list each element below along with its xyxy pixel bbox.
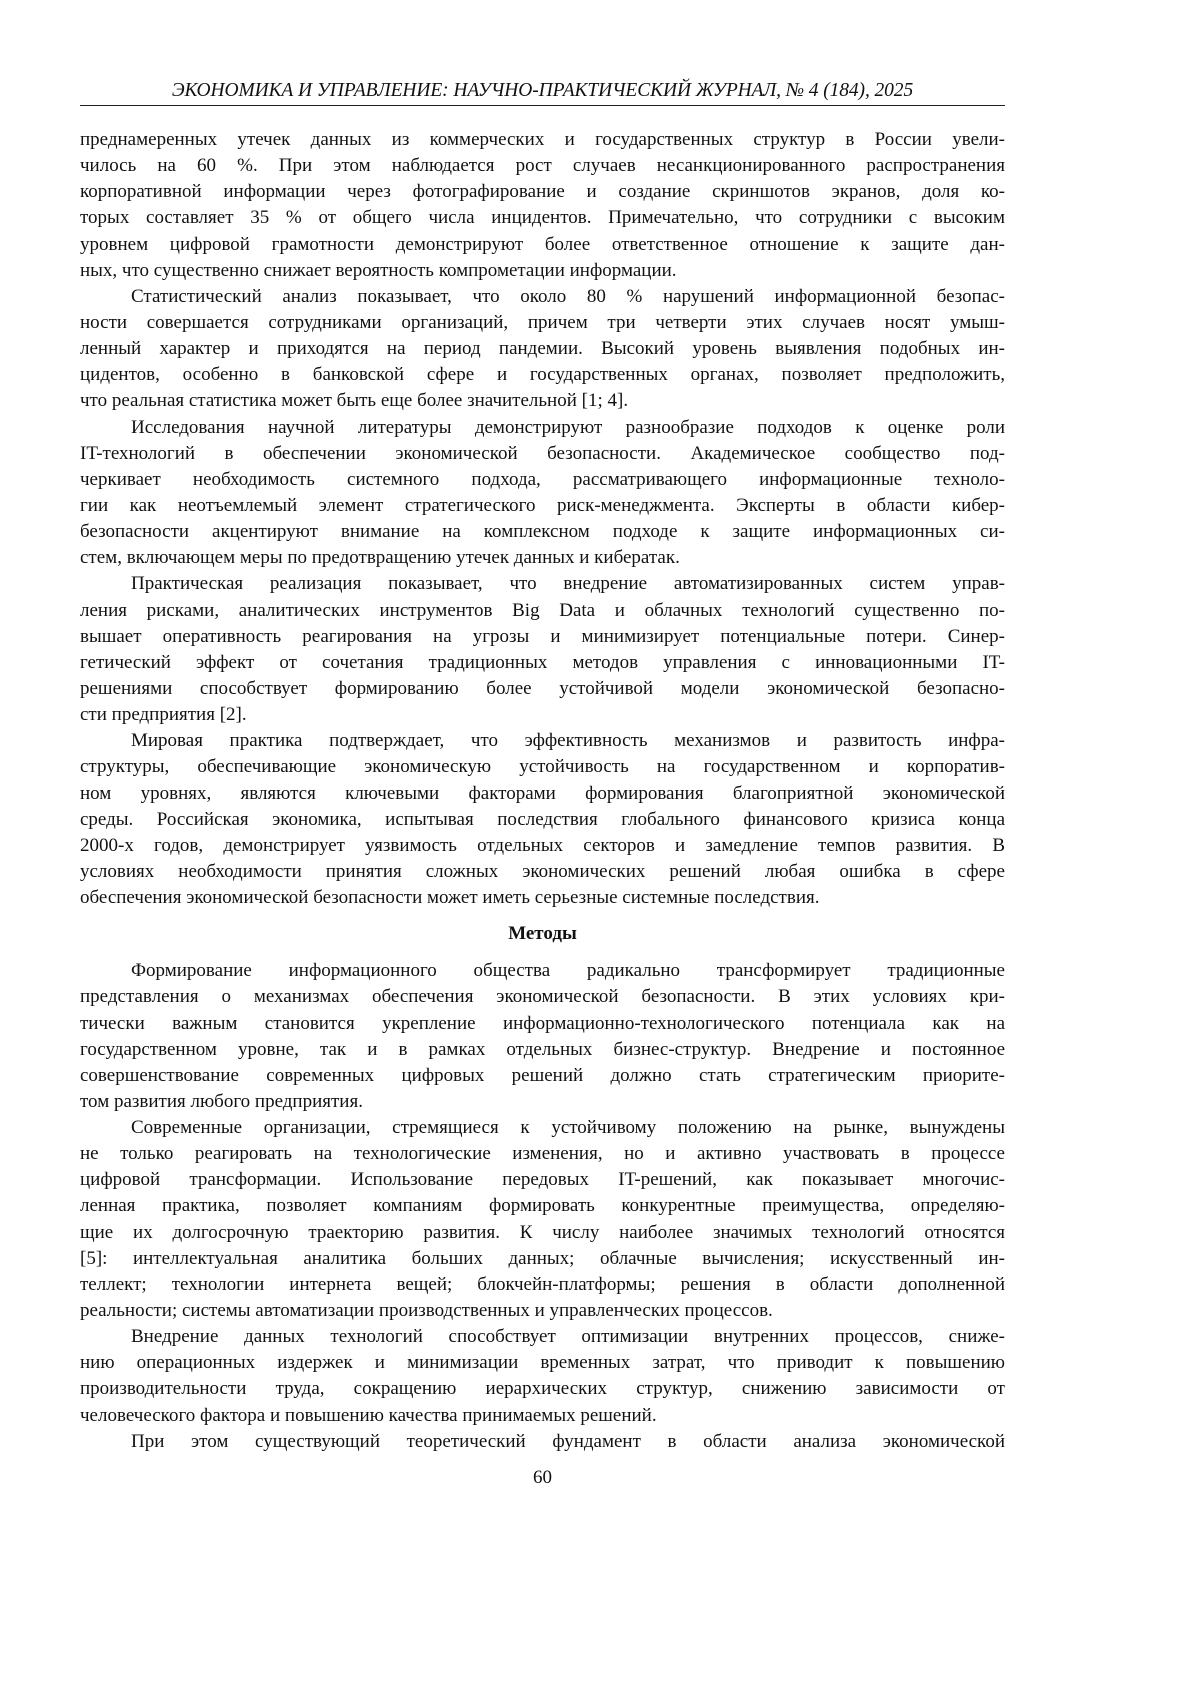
text-line: чилось на 60 %. При этом наблюдается рост случаев несанкционированного распространения [80, 155, 1005, 177]
text-line: черкивает необходимость системного подхода, рассматривающего информационные техноло- [80, 468, 1005, 490]
paragraph [80, 1324, 1005, 1429]
paragraph [80, 284, 1005, 415]
paragraph [80, 415, 1005, 572]
text-line: совершенствование современных цифровых решений должно стать стратегическим приорите- [80, 1064, 1005, 1086]
text-line: производительности труда, сокращению иерархических структур, снижению зависимости от [80, 1378, 1005, 1400]
text-line: Современные организации, стремящиеся к устойчивому положению на рынке, вынуждены [131, 1117, 1005, 1139]
text-line: торых составляет 35 % от общего числа инцидентов. Примечательно, что сотрудники с высоким [80, 207, 1005, 229]
text-line: государственном уровне, так и в рамках отдельных бизнес-структур. Внедрение и постоянное [80, 1038, 1005, 1060]
paragraph [80, 1115, 1005, 1324]
text-line: При этом существующий теоретический фундамент в области анализа экономической [131, 1430, 1005, 1452]
text-line: Формирование информационного общества радикально трансформирует традиционные [131, 960, 1005, 982]
text-line: ном уровнях, являются ключевыми факторами формирования благоприятной экономической [80, 782, 1005, 804]
text-line: щие их долгосрочную траекторию развития. К числу наиболее значимых технологий относятся [80, 1221, 1005, 1243]
text-line: представления о механизмах обеспечения экономической безопасности. В этих условиях кри- [80, 986, 1005, 1008]
text-line: сти предприятия [2]. [80, 704, 247, 726]
paragraph [80, 571, 1005, 728]
text-line: ных, что существенно снижает вероятность компрометации информации. [80, 259, 677, 281]
text-line: IT-технологий в обеспечении экономической безопасности. Академическое сообщество под- [80, 442, 1005, 464]
text-line: гетический эффект от сочетания традиционных методов управления с инновационными IT- [80, 651, 1005, 673]
text-line: Исследования научной литературы демонстрируют разнообразие подходов к оценке роли [131, 416, 1005, 438]
text-line: уровнем цифровой грамотности демонстрируют более ответственное отношение к защите дан- [80, 233, 1005, 255]
text-line: 2000-х годов, демонстрирует уязвимость отдельных секторов и замедление темпов развития. В [80, 834, 1005, 856]
text-line: обеспечения экономической безопасности может иметь серьезные системные последствия. [80, 887, 820, 909]
text-line: безопасности акцентируют внимание на комплексном подходе к защите информационных си- [80, 521, 1005, 543]
text-line: тически важным становится укрепление информационно-технологического потенциала как на [80, 1012, 1005, 1034]
text-line: Практическая реализация показывает, что внедрение автоматизированных систем управ- [131, 573, 1005, 595]
text-line: не только реагировать на технологические изменения, но и активно участвовать в процессе [80, 1143, 1005, 1165]
text-line: структуры, обеспечивающие экономическую устойчивость на государственном и корпоратив- [80, 756, 1005, 778]
text-line: теллект; технологии интернета вещей; блокчейн-платформы; решения в области дополненной [80, 1273, 1005, 1295]
text-line: условиях необходимости принятия сложных экономических решений любая ошибка в сфере [80, 860, 1005, 882]
text-line: преднамеренных утечек данных из коммерческих и государственных структур в России увели- [80, 129, 1005, 150]
text-line: Статистический анализ показывает, что около 80 % нарушений информационной безопас- [131, 285, 1005, 307]
text-line: человеческого фактора и повышению качества принимаемых решений. [80, 1404, 657, 1426]
paragraph [80, 1429, 1005, 1455]
paragraph [80, 958, 1005, 1115]
text-line: гии как неотъемлемый элемент стратегического риск-менеджмента. Эксперты в области кибер- [80, 494, 1005, 516]
header-divider [80, 105, 1005, 106]
text-line: корпоративной информации через фотографирование и создание скриншотов экранов, доля ко- [80, 181, 1005, 203]
text-line: вышает оперативность реагирования на угрозы и минимизирует потенциальные потери. Синер- [80, 625, 1005, 647]
section-heading: Методы [508, 923, 577, 945]
text-line: что реальная статистика может быть еще более значительной [1; 4]. [80, 390, 629, 412]
text-line: реальности; системы автоматизации производственных и управленческих процессов. [80, 1300, 773, 1322]
text-line: том развития любого предприятия. [80, 1090, 363, 1112]
text-line: стем, включающем меры по предотвращению утечек данных и кибератак. [80, 547, 680, 569]
text-line: Мировая практика подтверждает, что эффективность механизмов и развитость инфра- [131, 730, 1005, 752]
text-line: цифровой трансформации. Использование передовых IT-решений, как показывает многочис- [80, 1169, 1005, 1191]
text-line: ленный характер и приходятся на период пандемии. Высокий уровень выявления подобных ин- [80, 338, 1005, 360]
journal-running-header: ЭКОНОМИКА И УПРАВЛЕНИЕ: НАУЧНО-ПРАКТИЧЕСКИЙ ЖУРНАЛ, № 4 (184), 2025 [171, 80, 914, 101]
text-line: нию операционных издержек и минимизации временных затрат, что приводит к повышению [80, 1352, 1005, 1374]
text-line: ления рисками, аналитических инструментов Big Data и облачных технологий существенно по- [80, 599, 1005, 621]
page-number: 60 [533, 1467, 552, 1488]
text-line: решениями способствует формированию более устойчивой модели экономической безопасно- [80, 677, 1005, 699]
text-line: ности совершается сотрудниками организаций, причем три четверти этих случаев носят умыш- [80, 311, 1005, 333]
article-body [80, 127, 1005, 1455]
text-line: цидентов, особенно в банковской сфере и государственных органах, позволяет предположить, [80, 364, 1005, 386]
paragraph [80, 127, 1005, 284]
text-line: Внедрение данных технологий способствует оптимизации внутренних процессов, сниже- [131, 1326, 1005, 1348]
text-line: среды. Российская экономика, испытывая последствия глобального финансового кризиса конца [80, 808, 1005, 830]
paragraph [80, 728, 1005, 911]
text-line: ленная практика, позволяет компаниям формировать конкурентные преимущества, определяю- [80, 1195, 1005, 1217]
text-line: [5]: интеллектуальная аналитика больших данных; облачные вычисления; искусственный ин- [80, 1247, 1005, 1269]
